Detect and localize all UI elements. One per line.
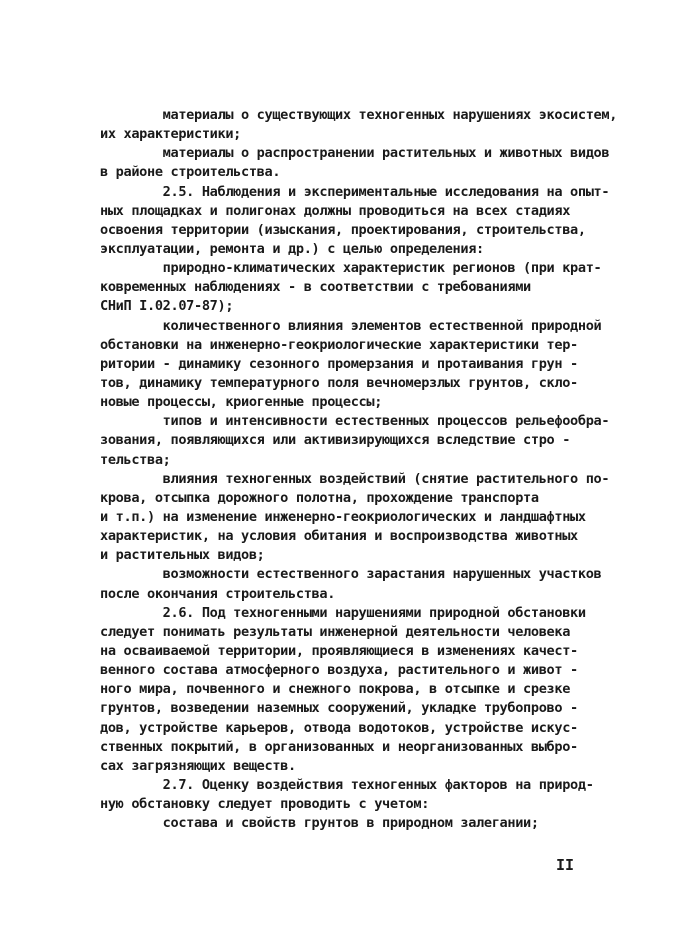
text-line: ного мира, почвенного и снежного покрова, в отсыпке и срезке bbox=[100, 681, 571, 698]
text-line: характеристик, на условия обитания и воспроизводства животных bbox=[100, 528, 578, 545]
text-line: эксплуатации, ремонта и др.) с целью определения: bbox=[100, 240, 484, 257]
text-line: тов, динамику температурного поля вечномерзлых грунтов, скло- bbox=[100, 374, 578, 391]
document-body bbox=[100, 106, 620, 833]
text-line: новые процессы, криогенные процессы; bbox=[100, 394, 383, 411]
text-line: следует понимать результаты инженерной деятельности человека bbox=[100, 623, 571, 640]
text-line: в районе строительства. bbox=[100, 164, 281, 181]
text-line: СНиП I.02.07-87); bbox=[100, 298, 234, 315]
text-line: и растительных видов; bbox=[100, 547, 265, 564]
text-line: тельства; bbox=[100, 451, 171, 468]
text-line: природно-климатических характеристик регионов (при крат- bbox=[100, 260, 602, 277]
text-line: и т.п.) на изменение инженерно-геокриологических и ландшафтных bbox=[100, 508, 586, 525]
text-line: грунтов, возведении наземных сооружений, укладке трубопрово - bbox=[100, 700, 578, 717]
text-line: зования, появляющихся или активизирующихся вследствие стро - bbox=[100, 432, 571, 449]
text-line: обстановки на инженерно-геокриологические характеристики тер- bbox=[100, 336, 578, 353]
text-line: сах загрязняющих веществ. bbox=[100, 757, 296, 774]
text-line: количественного влияния элементов естественной природной bbox=[100, 317, 602, 334]
text-line: типов и интенсивности естественных процессов рельефообра- bbox=[100, 413, 610, 430]
text-line: ковременных наблюдениях - в соответствии с требованиями bbox=[100, 279, 531, 296]
text-line: освоения территории (изыскания, проектирования, строительства, bbox=[100, 221, 586, 238]
text-line: 2.7. Оценку воздействия техногенных факторов на природ- bbox=[100, 776, 594, 793]
text-line: 2.5. Наблюдения и экспериментальные исследования на опыт- bbox=[100, 183, 610, 200]
text-line: на осваиваемой территории, проявляющиеся в изменениях качест- bbox=[100, 642, 578, 659]
text-line: возможности естественного зарастания нарушенных участков bbox=[100, 566, 602, 583]
text-line: ных площадках и полигонах должны проводиться на всех стадиях bbox=[100, 202, 571, 219]
text-line: крова, отсыпка дорожного полотна, прохождение транспорта bbox=[100, 489, 539, 506]
text-line: 2.6. Под техногенными нарушениями природной обстановки bbox=[100, 604, 586, 621]
text-line: состава и свойств грунтов в природном залегании; bbox=[100, 815, 539, 832]
text-line: материалы о существующих техногенных нарушениях экосистем, bbox=[100, 107, 618, 123]
text-line: их характеристики; bbox=[100, 126, 242, 143]
text-line: ственных покрытий, в организованных и неорганизованных выбро- bbox=[100, 738, 578, 755]
text-line: ритории - динамику сезонного промерзания и протаивания грун - bbox=[100, 355, 578, 372]
text-line: после окончания строительства. bbox=[100, 585, 336, 602]
page-number: II bbox=[556, 856, 575, 874]
text-line: ную обстановку следует проводить с учетом: bbox=[100, 796, 430, 813]
text-line: материалы о распространении растительных и животных видов bbox=[100, 145, 610, 162]
text-line: влияния техногенных воздействий (снятие растительного по- bbox=[100, 470, 610, 487]
text-line: венного состава атмосферного воздуха, растительного и живот - bbox=[100, 662, 578, 679]
text-line: дов, устройстве карьеров, отвода водотоков, устройстве искус- bbox=[100, 719, 578, 736]
